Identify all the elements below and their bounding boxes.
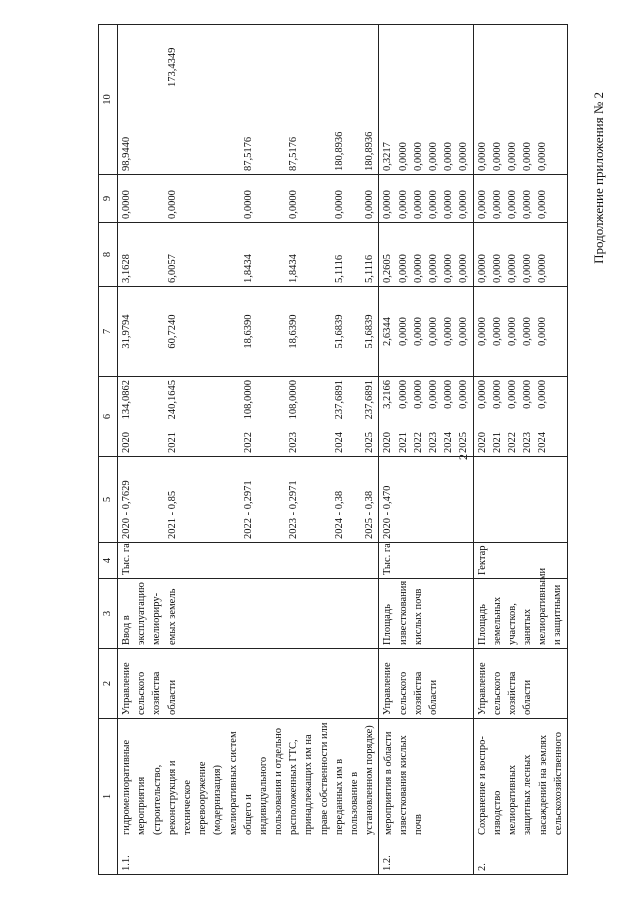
page-number: 2	[456, 454, 470, 460]
col10-cell: 0,3217 0,0000 0,0000 0,0000 0,0000 0,0000	[379, 25, 473, 175]
program-table	[98, 24, 568, 875]
header-cell: 5	[99, 457, 118, 543]
finance-cell: 2020 2021 2022 2023 2024 2025 134,0862 240,1645 108,0000 108,0000 237,6891 237,6891	[118, 377, 379, 457]
header-cell: 6	[99, 377, 118, 457]
col8-cell: 0,0000 0,0000 0,0000 0,0000 0,0000	[473, 223, 567, 287]
header-cell: 10	[99, 25, 118, 175]
col10-cell: 98,9440 173,4349 87,5176 87,5176 180,8936 180,8936	[118, 25, 379, 175]
header-cell: 2	[99, 649, 118, 719]
target-cell: 2020 - 0,7629 2021 - 0,85 2022 - 0,2971 2023 - 0,2971 2024 - 0,38 2025 - 0,38	[118, 457, 379, 543]
row-number: 1.2.	[382, 855, 394, 871]
indicator-cell: Ввод в эксплуатацию мелиориру- емых земель	[118, 579, 379, 649]
finance-cell: 2020 2021 2022 2023 2024 0,0000 0,0000 0,0000 0,0000 0,0000	[473, 377, 567, 457]
header-cell: 4	[99, 543, 118, 579]
header-cell: 7	[99, 287, 118, 377]
col9-cell: 0,0000 0,0000 0,0000 0,0000 0,0000 0,0000	[379, 175, 473, 223]
responsible-cell: Управление сельского хозяйства области	[118, 649, 379, 719]
indicator-cell: Площадь известкования кислых почв	[379, 579, 473, 649]
responsible-cell: Управление сельского хозяйства области	[379, 649, 473, 719]
row-number: 2.	[476, 863, 488, 871]
table-row	[118, 25, 379, 875]
col7-cell: 2,6344 0,0000 0,0000 0,0000 0,0000 0,0000	[379, 287, 473, 377]
target-cell: 2020 - 0,470	[379, 457, 473, 543]
responsible-cell: Управление сельского хозяйства области	[473, 649, 567, 719]
target-cell	[473, 457, 567, 543]
table-header-row	[99, 25, 118, 875]
finance-cell: 2020 2021 2022 2023 2024 2025 3,2166 0,0000 0,0000 0,0000 0,0000 0,0000	[379, 377, 473, 457]
unit-cell: Гектар	[473, 543, 567, 579]
activity-cell: 1.1. гидромелиоративные мероприятия (строительство, реконструкция и техническое перевооружение (модернизация) мелиоративных систем общего и индивидуального пользования и отдельно расположенных ГТС, принадлежащих им на праве собственности или переданных им в пользование в установленном порядке)	[118, 719, 379, 875]
col7-cell: 31,9794 60,7240 18,6390 18,6390 51,6839 51,6839	[118, 287, 379, 377]
continuation-caption: Продолжение приложения № 2	[591, 92, 606, 264]
col10-cell: 0,0000 0,0000 0,0000 0,0000 0,0000	[473, 25, 567, 175]
col7-cell: 0,0000 0,0000 0,0000 0,0000 0,0000	[473, 287, 567, 377]
row-number: 1.1.	[121, 855, 132, 871]
col8-cell: 0,2605 0,0000 0,0000 0,0000 0,0000 0,0000	[379, 223, 473, 287]
header-cell: 1	[99, 719, 118, 875]
header-cell: 3	[99, 579, 118, 649]
col9-cell: 0,0000 0,0000 0,0000 0,0000 0,0000	[473, 175, 567, 223]
col8-cell: 3,1628 6,0057 1,8434 1,8434 5,1116 5,1116	[118, 223, 379, 287]
indicator-cell: Площадь земельных участков, занятых мелиоративными и защитными	[473, 579, 567, 649]
table-row	[379, 25, 473, 875]
table-row	[473, 25, 567, 875]
header-cell: 9	[99, 175, 118, 223]
unit-cell: Тыс. га	[118, 543, 379, 579]
activity-cell: 2. Сохранение и воспро- изводство мелиоративных защитных лесных насаждений на землях сельскохозяйственного	[473, 719, 567, 875]
col9-cell: 0,0000 0,0000 0,0000 0,0000 0,0000 0,0000	[118, 175, 379, 223]
header-cell: 8	[99, 223, 118, 287]
activity-cell: 1.2. мероприятия в области известкования кислых почв	[379, 719, 473, 875]
unit-cell: Тыс. га	[379, 543, 473, 579]
